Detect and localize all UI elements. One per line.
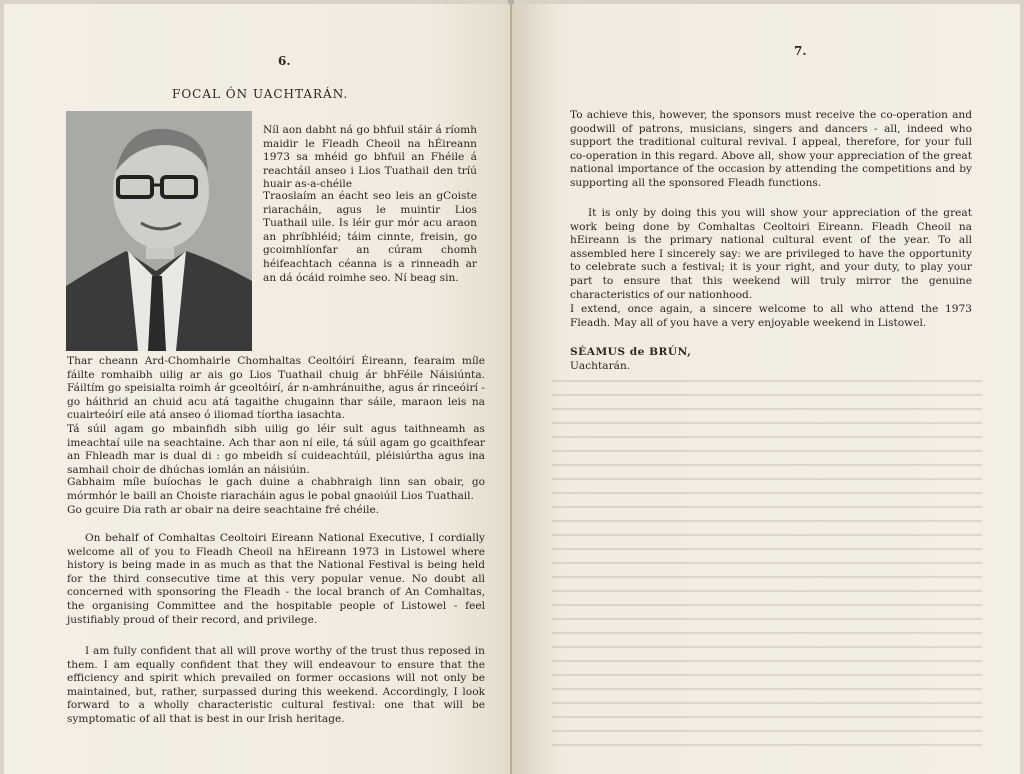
irish-paragraph: Go gcuire Dia rath ar obair na deire seachtaine fré chéile. [67, 504, 380, 516]
english-paragraph: I am fully confident that all will prove worthy of the trust thus reposed in them. I am equally confident that they will endeavour to ensure that the efficiency and spirit which prevailed on former occasions will not only be maintained, but, rather, surpassed during this weekend. Accordingly, I look forward to a wholly characteristic cultural festival: one that will be symptomatic of all that is best in our Irish heritage. [67, 645, 485, 725]
page-number: 6. [278, 54, 291, 68]
irish-paragraph: Traoslaím an éacht seo leis an gCoiste riaracháin, agus le muintir Lios Tuathail uile. Is léir gur mór acu araon an phríbhléid; táim cinnte, freisin, go gcoimhlíonfar an cúram chomh héifeachtach céanna is a rinneadh ar an dá ócáid roimhe seo. Ní beag sin. [263, 190, 477, 284]
right-page [512, 4, 1020, 774]
irish-paragraph: Tá súil agam go mbainfidh sibh uilig go léir sult agus taithneamh as imeachtaí uile na seachtaine. Ach thar aon ní eile, tá súil agam go gcaithfear an Fhleadh mar is dual di : go mbeidh sí cuideachtúil, pléisiúrtha agus ina samhail choir de dhúchas iomlán an náisiúin. [67, 423, 485, 476]
irish-paragraph: Níl aon dabht ná go bhfuil stáir á ríomh maidir le Fleadh Cheoil na hÉireann 1973 sa mhéid go bhfuil an Fhéile á reachtáil anseo i Lios Tuathail den tríú huair as-a-chéile [263, 124, 477, 191]
english-paragraph: I extend, once again, a sincere welcome to all who attend the 1973 Fleadh. May all of you have a very enjoyable weekend in Listowel. [570, 303, 972, 329]
english-paragraph: On behalf of Comhaltas Ceoltoiri Eireann National Executive, I cordially welcome all of you to Fleadh Cheoil na hEireann 1973 in Listowel where history is being made in as much as that the National Festival is being held for the third consecutive time at this very popular venue. No doubt all concerned with sponsoring the Fleadh - the local branch of An Comhaltas, the organising Committee and the hospitable people of Listowel - feel justifiably proud of their record, and privilege. [67, 532, 485, 626]
page-heading: FOCAL ÓN UACHTARÁN. [172, 87, 349, 101]
signature-title: Uachtarán. [570, 360, 631, 372]
english-paragraph: It is only by doing this you will show your appreciation of the great work being done by Comhaltas Ceoltoiri Eireann. Fleadh Cheoil na hEireann is the primary national cultural event of the year. To all assembled here I sincerely say: we are privileged to have the opportunity to celebrate such a festival; it is your right, and your duty, to play your part to ensure that this weekend will truly mirror the genuine characteristics of our nationhood. [570, 207, 972, 301]
english-paragraph: To achieve this, however, the sponsors must receive the co-operation and goodwill of patrons, musicians, singers and dancers - all, indeed who support the traditional cultural revival. I appeal, therefore, for your full co-operation in this regard. Above all, show your appreciation of the great national importance of the occasion by attending the competitions and by supporting all the sponsored Fleadh functions. [570, 109, 972, 189]
signature-block [570, 345, 691, 373]
irish-paragraph: Thar cheann Ard-Chomhairle Chomhaltas Ceoltóirí Éireann, fearaim míle fáilte romhaibh uilig ar ais go Lios Tuathail chuig ár bhFéile Náisiúnta. Fáiltím go speisialta roimh ár gceoltóirí, ár n-amhránuithe, agus ár rinceóirí - go háithrid an chuid acu atá tagaithe chugainn thar sáile, maraon leis na cuairteóirí eile atá anseo ó iliomad tíortha iasachta. [67, 355, 485, 422]
left-page [4, 4, 510, 774]
irish-paragraph: Gabhaim míle buíochas le gach duine a chabhraigh linn san obair, go mórmhór le baill an Choiste riaracháin agus le pobal gnaoiúil Lios Tuathail. [67, 476, 485, 502]
signature-name: SÉAMUS de BRÚN, [570, 346, 692, 358]
portrait-photo [66, 111, 252, 351]
show-through-text [552, 374, 982, 754]
page-number: 7. [794, 44, 807, 58]
